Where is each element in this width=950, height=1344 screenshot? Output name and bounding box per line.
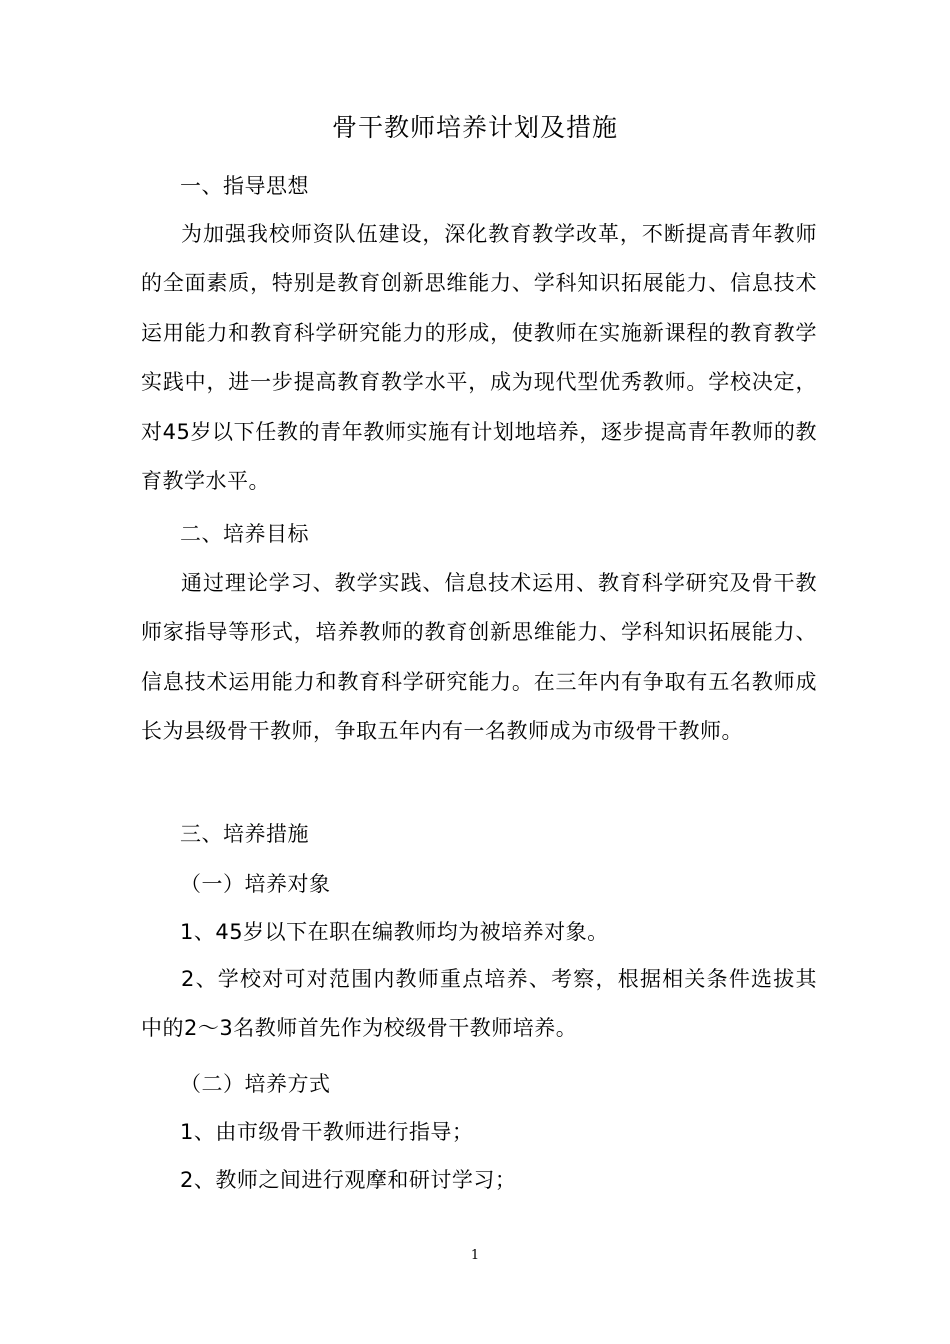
training-target-item-1: 1、45岁以下在职在编教师均为被培养对象。 — [180, 920, 609, 944]
training-method-item-2: 2、教师之间进行观摩和研讨学习； — [180, 1168, 517, 1192]
subsection-heading-training-targets: （一）培养对象 — [180, 872, 331, 896]
training-goals-paragraph: 通过理论学习、教学实践、信息技术运用、教育科学研究及骨干教师家指导等形式，培养教师的教育创新思维能力、学科知识拓展能力、信息技术运用能力和教育科学研究能力。在三年内有争取有五名教师成长为县级骨干教师，争取五年内有一名教师成为市级骨干教师。 — [141, 571, 817, 744]
page-number: 1 — [470, 1248, 480, 1263]
section-heading-training-goals: 二、培养目标 — [180, 522, 309, 546]
subsection-heading-training-methods: （二）培养方式 — [180, 1072, 331, 1096]
section-heading-guiding-ideology: 一、指导思想 — [180, 174, 309, 198]
document-title: 骨干教师培养计划及措施 — [331, 113, 618, 142]
training-target-item-2: 2、学校对可对范围内教师重点培养、考察，根据相关条件选拔其中的2～3名教师首先作为校级骨干教师培养。 — [141, 967, 817, 1041]
guiding-ideology-paragraph: 为加强我校师资队伍建设，深化教育教学改革，不断提高青年教师的全面素质，特别是教育创新思维能力、学科知识拓展能力、信息技术运用能力和教育科学研究能力的形成，使教师在实施新课程的教育教学实践中，进一步提高教育教学水平，成为现代型优秀教师。学校决定，对45岁以下任教的青年教师实施有计划地培养，逐步提高青年教师的教育教学水平。 — [141, 222, 817, 494]
training-method-item-1: 1、由市级骨干教师进行指导； — [180, 1120, 474, 1144]
section-heading-training-measures: 三、培养措施 — [180, 822, 309, 846]
